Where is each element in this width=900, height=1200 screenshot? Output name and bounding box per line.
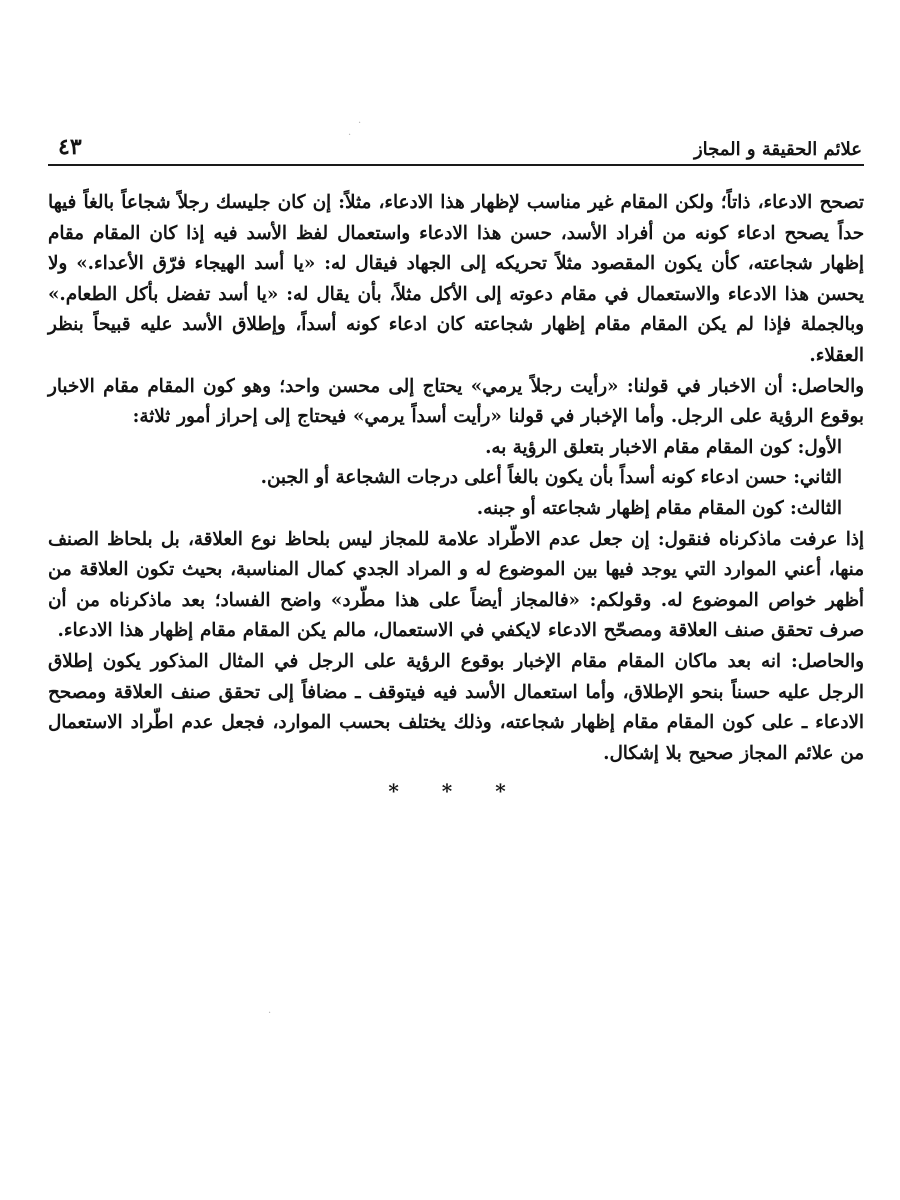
paragraph-4 <box>48 647 864 769</box>
paragraph-1: تصحح الادعاء، ذاتاً؛ ولكن المقام غير مناسب لإظهار هذا الادعاء، مثلاً: إن كان جليسك رجلاً شجاعاً بالغاً فيها حداً يصحح ادعاء كونه من أفراد الأسد، حسن هذا الادعاء واستعمال لفظ الأسد فيه إذا كان المقام مقام إظهار شجاعته، كأن يكون المقصود مثلاً تحريكه إلى الجهاد فيقال له: «يا أسد الهيجاء فرّق الأعداء.» ولا يحسن هذا الادعاء والاستعمال في مقام دعوته إلى الأكل مثلاً، بأن يقال له: «يا أسد تفضل بأكل الطعام.» وبالجملة فإذا لم يكن المقام مقام إظهار شجاعته كان ادعاء كونه أسداً، وإطلاق الأسد عليه قبيحاً بنظر العقلاء. <box>48 192 864 366</box>
list-item-text: كون المقام مقام الاخبار بتعلق الرؤية به. <box>485 436 798 458</box>
list-item-text: حسن ادعاء كونه أسداً بأن يكون بالغاً أعلى درجات الشجاعة أو الجبن. <box>260 467 794 489</box>
scan-speck: · <box>358 118 362 129</box>
paragraph-lead: والحاصل: <box>791 375 864 397</box>
body-text <box>48 188 864 803</box>
scan-speck: · <box>268 1008 272 1019</box>
list-item-first <box>48 433 864 464</box>
list-item-third <box>48 494 864 525</box>
list-item-label: الثالث: <box>789 497 842 519</box>
list-item-label: الثاني: <box>793 467 842 489</box>
list-item-label: الأول: <box>797 436 842 458</box>
book-page <box>48 128 864 803</box>
running-header <box>48 128 864 166</box>
list-item-second <box>48 463 864 494</box>
running-title: علائم الحقيقة و المجاز <box>693 139 862 160</box>
list-item-text: كون المقام مقام إظهار شجاعته أو جبنه. <box>476 497 790 519</box>
paragraph-2 <box>48 372 864 433</box>
paragraph-lead: والحاصل: <box>791 650 864 672</box>
page-number: ٤٣ <box>58 134 82 160</box>
paragraph-3 <box>48 525 864 647</box>
paragraph-lead: إذا عرفت ماذكرناه فنقول: <box>657 528 864 550</box>
section-separator: * * * <box>388 779 524 804</box>
paragraph-text: انه بعد ماكان المقام مقام الإخبار بوقوع الرؤية على الرجل في المثال المذكور يكون إطلاق الرجل عليه حسناً بنحو الإطلاق، وأما استعمال الأسد فيه فيتوقف ـ مضافاً إلى تحقق صنف العلاقة ومصحح الادعاء ـ على كون المقام مقام إظهار شجاعته، وذلك يختلف بحسب الموارد، فجعل عدم اطّراد الاستعمال من علائم المجاز صحيح بلا إشكال. <box>48 650 864 764</box>
scan-speck: · <box>348 130 352 141</box>
paragraph-text: إن جعل عدم الاطّراد علامة للمجاز ليس بلحاظ نوع العلاقة، بل بلحاظ الصنف منها، أعني الموارد التي يوجد فيها بين الموضوع له و المراد الجدي كمال المناسبة، بحيث تكون العلاقة من أظهر خواص الموضوع له. وقولكم: «فالمجاز أيضاً على هذا مطّرد» واضح الفساد؛ بعد ماذكرناه من أن صرف تحقق صنف العلاقة ومصحّح الادعاء لايكفي في الاستعمال، مالم يكن المقام مقام إظهار هذا الادعاء. <box>48 528 864 642</box>
paragraph-text: أن الاخبار في قولنا: «رأيت رجلاً يرمي» يحتاج إلى محسن واحد؛ وهو كون المقام مقام الاخبار بوقوع الرؤية على الرجل. وأما الإخبار في قولنا «رأيت أسداً يرمي» فيحتاج إلى إحراز أمور ثلاثة: <box>48 375 864 428</box>
